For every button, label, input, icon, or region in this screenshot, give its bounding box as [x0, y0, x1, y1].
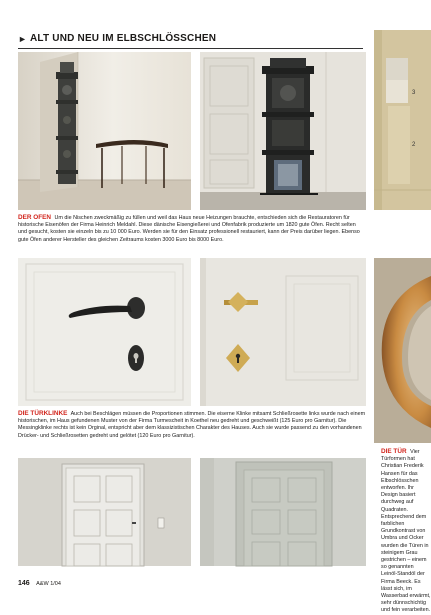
sample-number-3: 3 [412, 90, 416, 96]
caption-door-handle [18, 410, 366, 440]
photo-stove-niche [18, 52, 191, 210]
photo-wooden-handrail [374, 258, 431, 443]
caption-door [381, 448, 431, 615]
photo-stove-ornate [200, 52, 366, 210]
section-arrow-icon: ► [18, 34, 27, 44]
sample-number-2: 2 [412, 142, 416, 148]
magazine-issue: A&W 1/04 [36, 581, 61, 587]
caption-oven-text: Um die Nischen zweckmäßig zu füllen und weil das Haus neue Heizungen brauchte, entschieden sich die Restauratoren für historische Eisenöfen der Firma Heinrich Meldahl. Diese dänische Eisengießerei und Ofenfabrik produzierte um 1820 gute Öfen. Recht selten und gesucht, kosten sie einzeln bis zu 10 000 Euro. Werden sie für den Einsatz professionell restauriert, kann der Preis darüber liegen. Ebenso gute Öfen anderer Hersteller des gleichen Zeitraums kosten 3000 Euro bis 8000 Euro. [18, 215, 360, 243]
caption-oven [18, 214, 366, 244]
caption-door-lead: DIE TÜR [381, 448, 407, 455]
article-header [18, 32, 363, 48]
page-number: 146 [18, 580, 30, 587]
caption-door-text: Vier Türformen hat Christian Frederik Hansen für das Elbschlösschen entworfen. Ihr Design basiert durchweg auf Quadraten. Entsprechend dem farblichen Grundkontrast von Umbra und Ocker wurden die Türen in steinigem Grau gestrichen – einem so genannten Leinöl-Standöl der Firma Beeck. Es lässt sich, im Wasserbad erwärmt, sehr dünnschichtig und fein verarbeiten. [381, 449, 431, 614]
photo-grey-door [200, 458, 366, 566]
photo-brass-door-handle [200, 258, 366, 406]
caption-oven-lead: DER OFEN [18, 214, 52, 221]
photo-wall-color-samples [374, 30, 431, 210]
photo-iron-door-handle [18, 258, 191, 406]
caption-handle-text: Auch bei Beschlägen müssen die Proportionen stimmen. Die eiserne Klinke mitsamt Schließrosette links wurde nach einem historischen, im Haus gefundenen Muster von der Firma Turmescheit in Koethel neu gedreht und geschweißt (125 Euro pro Garnitur). Die Messingklinke rechts ist kein Orginal, entspricht aber dem klassizistischen Charakter des Hauses. Auch sie wurde passend zu den vorhandenen Drücker- und Schließrosetten gedreht und gelötet (120 Euro pro Garnitur). [18, 411, 366, 439]
caption-handle-lead: DIE TÜRKLINKE [18, 410, 68, 417]
article-title: ALT UND NEU IM ELBSCHLÖSSCHEN [30, 33, 217, 44]
header-rule [18, 48, 363, 49]
page-footer [18, 572, 61, 587]
photo-panelled-door [18, 458, 191, 566]
